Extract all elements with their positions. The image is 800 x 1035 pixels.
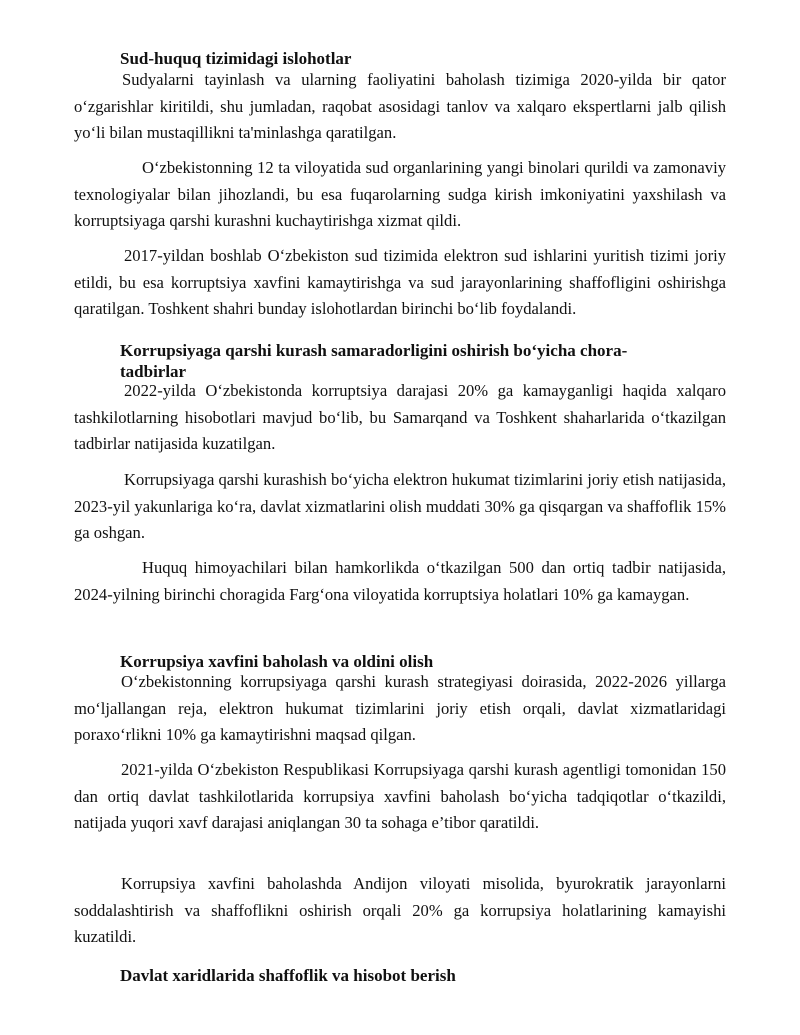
paragraph-e-government: Korrupsiyaga qarshi kurashish bo‘yicha elektron hukumat tizimlarini joriy etish natijasida, 2023-yil yakunlariga ko‘ra, davlat xizmatlarini olish muddati 30% ga qisqargan va shaffoflik 15% ga oshgan. — [74, 470, 726, 542]
paragraph-human-rights-events: Huquq himoyachilari bilan hamkorlikda o‘tkazilgan 500 dan ortiq tadbir natijasida, 2024-yilning birinchi choragida Farg‘ona viloyatida korruptsiya holatlari 10% ga kamaygan. — [74, 558, 726, 604]
paragraph-electronic-court: 2017-yildan boshlab O‘zbekiston sud tizimida elektron sud ishlarini yuritish tizimi joriy etildi, bu esa korruptsiya xavfini kamaytirishga va sud jarayonlarining shaffofligini oshirishga qaratilgan. Toshkent shahri bunday islohotlardan birinchi bo‘lib foydalandi. — [74, 246, 726, 318]
paragraph-strategy-2022-2026: O‘zbekistonning korrupsiyaga qarshi kurash strategiyasi doirasida, 2022-2026 yillarga mo‘ljallangan reja, elektron hukumat tizimlarini joriy etish orqali, davlat xizmatlaridagi poraxo‘rlikni 10% ga kamaytirishni maqsad qilgan. — [74, 672, 726, 744]
paragraph-agency-research: 2021-yilda O‘zbekiston Respublikasi Korrupsiyaga qarshi kurash agentligi tomonidan 150 dan ortiq davlat tashkilotlarida korrupsiya xavfini baholash bo‘yicha tadqiqotlar o‘tkazildi, natijada yuqori xavf darajasi aniqlangan 30 ta sohaga e’tibor qaratildi. — [74, 760, 726, 832]
paragraph-corruption-decrease-2022: 2022-yilda O‘zbekistonda korruptsiya darajasi 20% ga kamayganligi haqida xalqaro tashkilotlarning hisobotlari mavjud bo‘lib, bu Samarqand va Toshkent shaharlarida o‘tkazilgan tadbirlar natijasida kuzatilgan. — [74, 381, 726, 453]
section-heading-public-procurement: Davlat xaridlarida shaffoflik va hisobot berish — [120, 966, 456, 985]
paragraph-judges-appointment: Sudyalarni tayinlash va ularning faoliyatini baholash tizimiga 2020-yilda bir qator o‘zgarishlar kiritildi, shu jumladan, raqobat asosidagi tanlov va xalqaro ekspertlarni jalb qilish yo‘li bilan mustaqillikni ta'minlashga qaratilgan. — [74, 70, 726, 142]
section-heading-judicial-reforms: Sud-huquq tizimidagi islohotlar — [120, 49, 352, 68]
section-heading-anticorruption-measures: Korrupsiyaga qarshi kurash samaradorligini oshirish bo‘yicha chora-tadbirlar — [120, 341, 628, 381]
section-heading-risk-assessment: Korrupsiya xavfini baholash va oldini olish — [120, 652, 434, 671]
paragraph-court-buildings: O‘zbekistonning 12 ta viloyatida sud organlarining yangi binolari qurildi va zamonaviy texnologiyalar bilan jihozlandi, bu esa fuqarolarning sudga kirish imkoniyatini yaxshilash va korruptsiyaga qarshi kurashni kuchaytirishga xizmat qildi. — [74, 158, 726, 230]
paragraph-andijan-example: Korrupsiya xavfini baholashda Andijon viloyati misolida, byurokratik jarayonlarni soddalashtirish va shaffoflikni oshirish orqali 20% ga korrupsiya holatlarining kamayishi kuzatildi. — [74, 874, 726, 946]
